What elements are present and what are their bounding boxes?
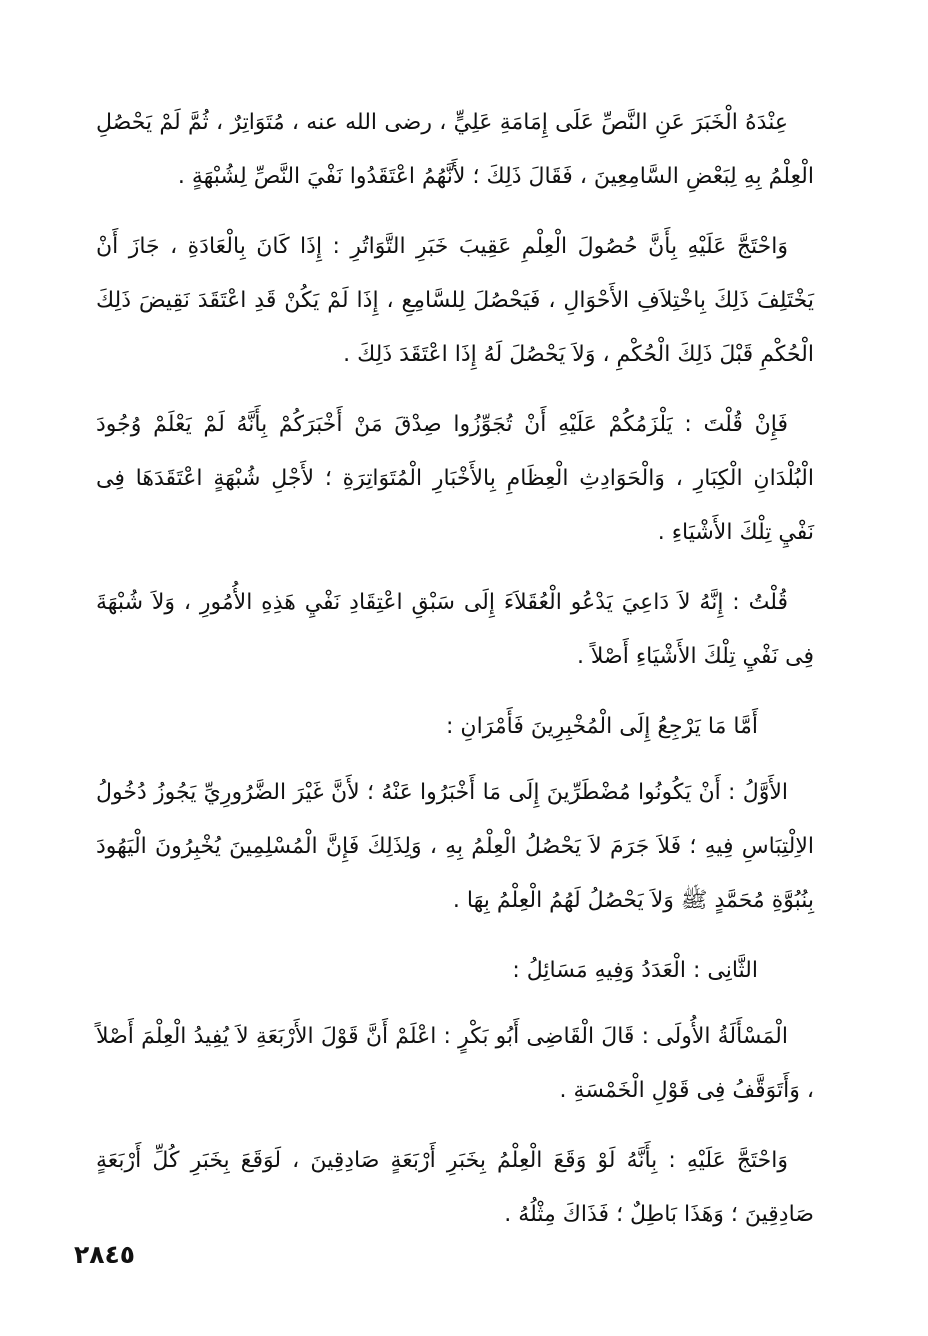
- paragraph-2: وَاحْتَجَّ عَلَيْهِ بِأَنَّ حُصُولَ الْعِلْمِ عَقِيبَ خَبَرِ التَّوَاتُرِ : إِذَا كَانَ بِالْعَادَةِ ، جَازَ أَنْ يَخْتَلِفَ ذَلِكَ بِاخْتِلاَفِ الأَحْوَالِ ، فَيَحْصُلَ لِلسَّامِعِ ، إِذَا لَمْ يَكُنْ قَدِ اعْتَقَدَ نَقِيضَ ذَلِكَ الْحُكْمِ قَبْلَ ذَلِكَ الْحُكْمِ ، وَلاَ يَحْصُلَ لَهُ إِذَا اعْتَقَدَ ذَلِكَ .: [96, 234, 814, 367]
- paragraph-argument: وَاحْتَجَّ عَلَيْهِ : بِأَنَّهُ لَوْ وَقَعَ الْعِلْمُ بِخَبَرِ أَرْبَعَةٍ صَادِقِينَ ، لَوَقَعَ بِخَبَرِ كُلِّ أَرْبَعَةٍ صَادِقِينَ ؛ وَهَذَا بَاطِلٌ ؛ فَذَاكَ مِثْلُهُ .: [96, 1148, 814, 1227]
- body-text: [96, 96, 814, 1258]
- paragraph-first-issue: الْمَسْأَلَةُ الأُولَى : قَالَ الْقَاضِى أَبُو بَكْرٍ : اعْلَمْ أَنَّ قَوْلَ الأَرْبَعَةِ لاَ يُفِيدُ الْعِلْمَ أَصْلاً ، وَأَتَوَقَّفُ فِى قَوْلِ الْخَمْسَةِ .: [96, 1024, 814, 1103]
- paragraph-first-condition: الأَوَّلُ : أَنْ يَكُونُوا مُضْطَرِّينَ إِلَى مَا أَخْبَرُوا عَنْهُ ؛ لأَنَّ غَيْرَ الضَّرُورِيِّ يَجُوزُ دُخُولُ الاِلْتِبَاسِ فِيهِ ؛ فَلاَ جَرَمَ لاَ يَحْصُلُ الْعِلْمُ بِهِ ، وَلِذَلِكَ فَإِنَّ الْمُسْلِمِينَ يُخْبِرُونَ الْيَهُودَ بِنُبُوَّةِ مُحَمَّدٍ ﷺ وَلاَ يَحْصُلُ لَهُمُ الْعِلْمُ بِهَا .: [96, 780, 814, 913]
- paragraph-4: قُلْتُ : إِنَّهُ لاَ دَاعِيَ يَدْعُو الْعُقَلاَءَ إِلَى سَبْقِ اعْتِقَادِ نَفْيِ هَذِهِ الأُمُورِ ، وَلاَ شُبْهَةَ فِى نَفْيِ تِلْكَ الأَشْيَاءِ أَصْلاً .: [96, 590, 814, 669]
- paragraph-1: عِنْدَهُ الْخَبَرَ عَنِ النَّصِّ عَلَى إِمَامَةِ عَلِيٍّ ، رضى الله عنه ، مُتَوَاتِرٌ ، ثُمَّ لَمْ يَحْصُلِ الْعِلْمُ بِهِ لِبَعْضِ السَّامِعِينَ ، فَقَالَ ذَلِكَ ؛ لأَنَّهُمُ اعْتَقَدُوا نَفْيَ النَّصِّ لِشُبْهَةٍ .: [96, 110, 814, 189]
- section-heading-number: الثَّانِى : الْعَدَدُ وَفِيهِ مَسَائِلُ :: [512, 958, 758, 983]
- paragraph-3: فَإِنْ قُلْتَ : يَلْزَمُكُمْ عَلَيْهِ أَنْ تُجَوِّزُوا صِدْقَ مَنْ أَخْبَرَكُمْ بِأَنَّهُ لَمْ يَعْلَمْ وُجُودَ الْبُلْدَانِ الْكِبَارِ ، وَالْحَوَادِثِ الْعِظَامِ بِالأَخْبَارِ الْمُتَوَاتِرَةِ ؛ لأَجْلِ شُبْهَةٍ اعْتَقَدَهَا فِى نَفْيِ تِلْكَ الأَشْيَاءِ .: [96, 412, 814, 545]
- page-number: ٢٨٤٥: [74, 1240, 136, 1269]
- section-heading-informants: أَمَّا مَا يَرْجِعُ إِلَى الْمُخْبِرِينَ فَأَمْرَانِ :: [446, 714, 758, 739]
